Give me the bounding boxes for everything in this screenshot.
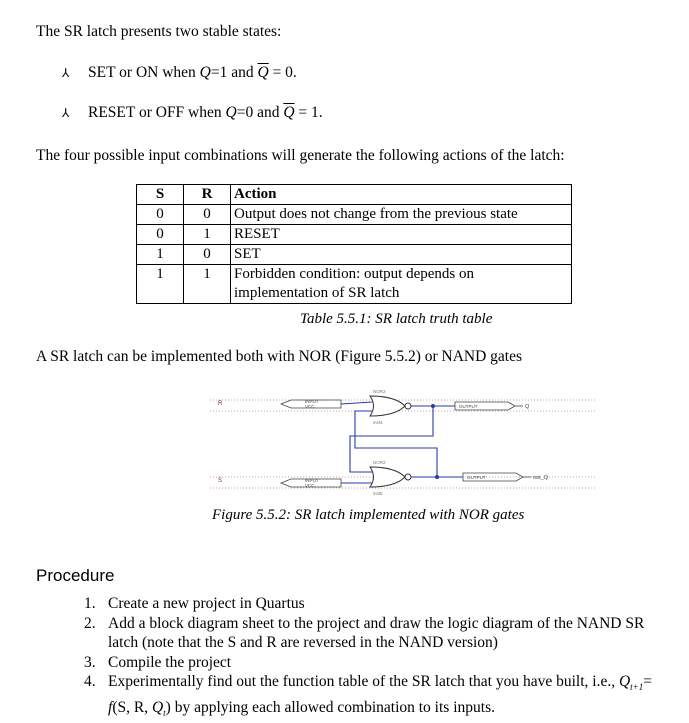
intro-text: The SR latch presents two stable states: <box>36 23 282 40</box>
nor-gate-inst5 <box>370 460 411 496</box>
table-header-row <box>137 185 572 205</box>
cell-r: 1 <box>184 265 231 304</box>
header-action: Action <box>231 185 572 205</box>
output-pin-not-q <box>463 473 549 481</box>
cell-r: 0 <box>184 205 231 225</box>
cell-r: 1 <box>184 225 231 245</box>
figure-caption: Figure 5.5.2: SR latch implemented with NOR gates <box>212 507 525 523</box>
input-pin-r <box>281 399 341 409</box>
table-row <box>137 205 572 225</box>
svg-text:VCC: VCC <box>305 404 315 409</box>
svg-text:NOR2: NOR2 <box>373 460 386 465</box>
cell-action: Output does not change from the previous state <box>231 205 572 225</box>
input-label-r: R <box>218 401 223 407</box>
bullet-set: ⅄ SET or ON when Q=1 and $\overline{Q} = 0$. <box>62 64 297 81</box>
implementation-text: A SR latch can be implemented both with NOR (Figure 5.5.2) or NAND gates <box>36 348 523 365</box>
table-row <box>137 225 572 245</box>
list-item: 1. Create a new project in Quartus <box>84 595 305 612</box>
list-item: 4. Experimentally find out the function table of the SR latch that you have built, i.e., $Q_{t+1}= f(S$, R, $Q_t$) by applying each allowed combination to its inputs. <box>84 673 652 718</box>
cell-s: 1 <box>137 245 184 265</box>
cell-action: Forbidden condition: output depends on implementation of SR latch <box>231 265 572 304</box>
list-item: 3. Compile the project <box>84 653 232 671</box>
svg-text:OUTPUT: OUTPUT <box>467 475 486 480</box>
svg-text:inst4: inst4 <box>373 420 383 425</box>
procedure-list <box>84 594 674 723</box>
svg-text:inst5: inst5 <box>373 491 383 496</box>
cell-action: SET <box>231 245 572 265</box>
nor-gate-inst4 <box>370 389 411 425</box>
truth-table <box>136 184 572 304</box>
svg-text:OUTPUT: OUTPUT <box>459 404 478 409</box>
svg-text:Q: Q <box>525 404 530 410</box>
svg-text:INPUT: INPUT <box>305 399 319 404</box>
cell-s: 0 <box>137 225 184 245</box>
list-item: 2. Add a block diagram sheet to the project and draw the logic diagram of the NAND SR latch (note that the S and R are reversed in the NAND version) <box>84 614 645 651</box>
table-row <box>137 245 572 265</box>
sr-latch-circuit-figure <box>205 384 595 502</box>
bullet-icon: ⅄ <box>62 106 70 120</box>
cell-s: 0 <box>137 205 184 225</box>
bullet-icon: ⅄ <box>62 66 70 80</box>
output-pin-q <box>455 402 530 410</box>
svg-text:not_Q: not_Q <box>533 475 548 481</box>
table-row <box>137 265 572 304</box>
cell-s: 1 <box>137 265 184 304</box>
cell-action: RESET <box>231 225 572 245</box>
header-r: R <box>184 185 231 205</box>
cell-r: 0 <box>184 245 231 265</box>
combinations-text: The four possible input combinations will generate the following actions of the latch: <box>36 147 565 164</box>
bullet-reset: ⅄ RESET or OFF when Q=0 and $\overline{Q} = 1$. <box>62 104 323 121</box>
input-pin-s <box>281 478 341 488</box>
svg-text:NOR2: NOR2 <box>373 389 386 394</box>
svg-text:INPUT: INPUT <box>305 478 319 483</box>
header-s: S <box>137 185 184 205</box>
input-label-s: S <box>218 478 223 484</box>
wires <box>341 402 463 483</box>
table-caption: Table 5.5.1: SR latch truth table <box>300 311 493 327</box>
procedure-heading: Procedure <box>36 566 115 585</box>
svg-text:VCC: VCC <box>305 483 315 488</box>
